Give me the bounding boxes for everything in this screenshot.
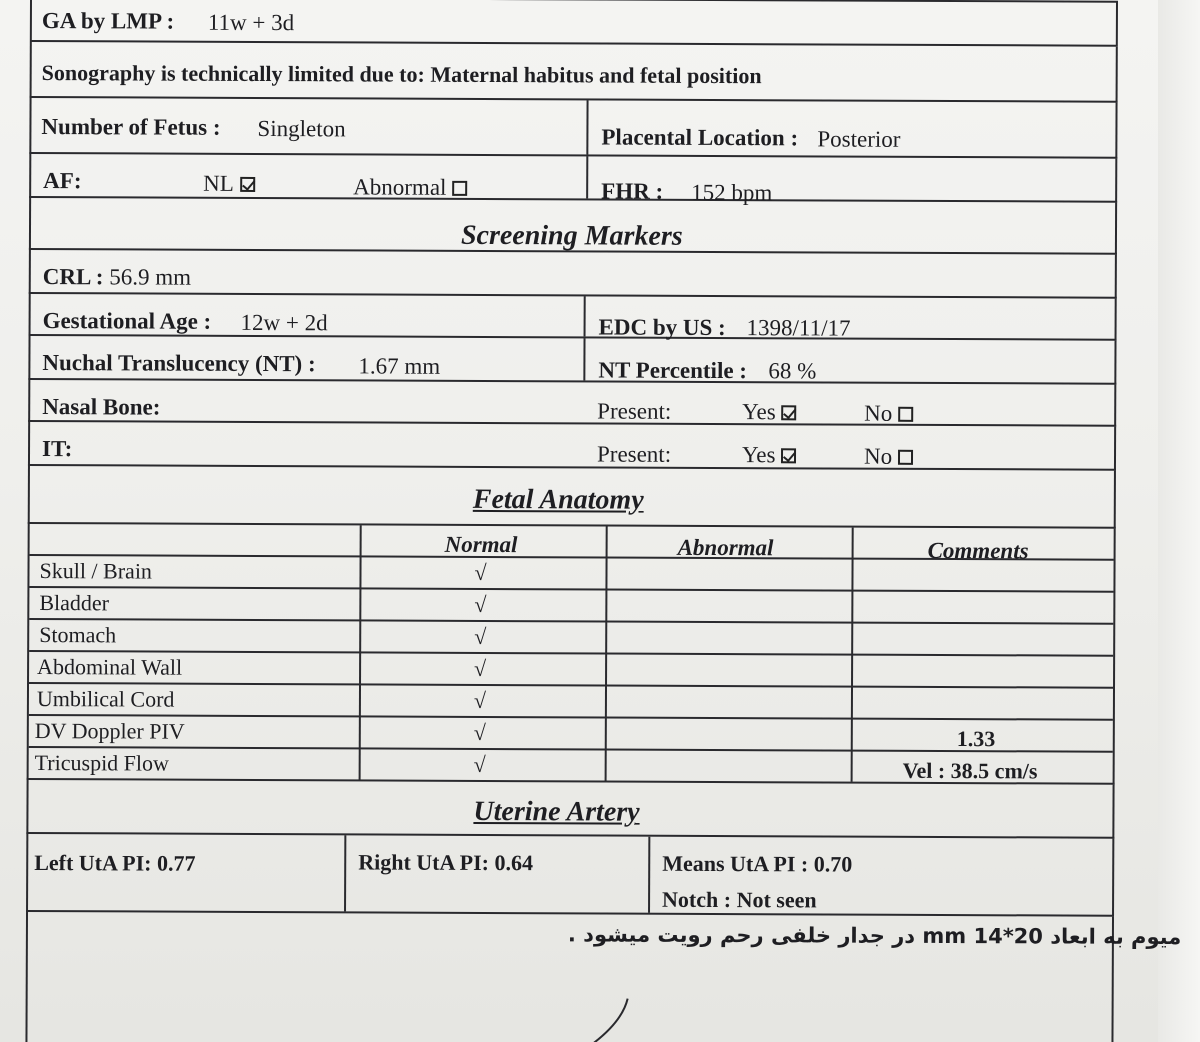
af-abnormal-checkbox[interactable] [452, 181, 467, 196]
header-normal: Normal [444, 531, 518, 558]
anatomy-table [27, 524, 1116, 785]
divider [586, 156, 588, 198]
row-line [29, 650, 1113, 657]
right-uta-pi: Right UtA PI: 0.64 [358, 849, 534, 876]
ga-lmp-value: 11w + 3d [207, 9, 295, 36]
pen-stroke [547, 994, 637, 1042]
normal-check: √ [474, 591, 487, 617]
divider [584, 296, 586, 336]
anatomy-title-row [28, 466, 1116, 529]
crl-row [29, 250, 1117, 299]
row-line [29, 618, 1113, 625]
nasal-bone-row [28, 380, 1116, 427]
nt-percentile-value: 68 % [768, 358, 817, 384]
it-row [28, 422, 1116, 471]
nasal-bone-label: Nasal Bone: [42, 394, 161, 420]
af-abnormal-label: Abnormal [353, 174, 447, 200]
paper-edge [1158, 0, 1200, 1042]
it-label: IT: [41, 436, 73, 462]
nasal-bone-present-label: Present: [597, 398, 672, 424]
it-yes-checkbox[interactable] [781, 448, 796, 463]
notes-area [25, 912, 1182, 1042]
crl-field [43, 264, 191, 291]
nasal-bone-no-checkbox[interactable] [898, 407, 913, 422]
fetus-label: Number of Fetus : [41, 114, 221, 140]
it-no-checkbox[interactable] [898, 450, 913, 465]
nt-value: 1.67 mm [358, 353, 441, 379]
it-yes-option [742, 442, 797, 468]
ga-lmp-row [30, 0, 1118, 47]
divider [344, 835, 346, 911]
gestational-age-label: Gestational Age : [42, 308, 212, 334]
af-nl-checkbox[interactable] [240, 177, 255, 192]
nasal-bone-no-label: No [864, 400, 893, 426]
placenta-value: Posterior [817, 126, 901, 152]
row-line [29, 682, 1113, 689]
af-label: AF: [43, 168, 82, 194]
uterine-title-row [26, 780, 1114, 839]
comment-dv-doppler: 1.33 [956, 726, 996, 752]
screening-title: Screening Markers [460, 219, 683, 252]
placenta-label: Placental Location : [601, 124, 799, 151]
row-line [29, 586, 1113, 593]
notes-text: میوم به ابعاد 20*14 mm در جدار خلفی رحم رویت میشود . [567, 922, 1182, 950]
normal-check: √ [474, 559, 487, 585]
nt-label: Nuchal Translucency (NT) : [42, 350, 316, 377]
screening-title-row [29, 198, 1117, 255]
header-abnormal: Abnormal [677, 534, 774, 561]
divider [583, 338, 585, 380]
header-comments: Comments [927, 537, 1029, 564]
normal-check: √ [474, 623, 487, 649]
uterine-row [26, 834, 1114, 917]
ga-edc-row [29, 294, 1117, 341]
anatomy-row-name: Tricuspid Flow [34, 750, 170, 776]
af-nl-label: NL [203, 170, 234, 196]
divider [648, 837, 650, 913]
uterine-title: Uterine Artery [473, 795, 640, 828]
normal-check: √ [473, 719, 486, 745]
normal-check: √ [473, 751, 486, 777]
anatomy-row-name: Bladder [39, 590, 110, 616]
divider [586, 100, 588, 154]
it-present-label: Present: [596, 441, 672, 467]
nt-percentile-label: NT Percentile : [598, 357, 748, 384]
normal-check: √ [473, 687, 487, 713]
it-yes-label: Yes [741, 442, 776, 468]
limitation-text: Sonography is technically limited due to: Maternal habitus and fetal position [41, 60, 762, 89]
anatomy-row-name: Skull / Brain [39, 558, 153, 584]
normal-check: √ [474, 655, 487, 681]
report-form [25, 0, 1182, 1042]
fhr-label: FHR : [601, 178, 664, 204]
anatomy-row-name: Stomach [39, 622, 117, 648]
pen-stroke-path [583, 998, 627, 1042]
nasal-bone-yes-option [742, 399, 797, 425]
anatomy-row-name: DV Doppler PIV [34, 718, 185, 744]
edc-label: EDC by US : [598, 314, 726, 341]
anatomy-row-name: Abdominal Wall [37, 654, 183, 680]
anatomy-title: Fetal Anatomy [472, 483, 644, 516]
nasal-bone-yes-label: Yes [742, 399, 776, 425]
left-uta-pi: Left UtA PI: 0.77 [34, 850, 196, 876]
crl-label: CRL : [42, 264, 104, 290]
edc-value: 1398/11/17 [746, 315, 851, 341]
means-uta-pi: Means UtA PI : 0.70 [662, 850, 853, 877]
crl-value: 56.9 mm [109, 264, 192, 290]
af-abnormal-option [353, 174, 467, 200]
limitation-row [30, 42, 1118, 103]
nasal-bone-yes-checkbox[interactable] [782, 405, 797, 420]
af-fhr-row [29, 154, 1117, 206]
af-nl-option [203, 171, 255, 197]
anatomy-row-name: Umbilical Cord [36, 686, 175, 712]
nt-row [28, 336, 1116, 385]
fetus-placenta-row [29, 98, 1117, 159]
comment-tricuspid: Vel : 38.5 cm/s [902, 757, 1038, 784]
row-line [29, 714, 1113, 721]
fetus-value: Singleton [257, 115, 346, 142]
it-no-label: No [863, 443, 893, 469]
fhr-value: 152 bpm [691, 179, 773, 206]
nasal-bone-no-option [864, 401, 913, 427]
gestational-age-value: 12w + 2d [240, 309, 328, 336]
ga-lmp-label: GA by LMP : [41, 8, 175, 34]
it-no-option [864, 444, 913, 470]
notch: Notch : Not seen [662, 886, 817, 913]
row-line [29, 746, 1113, 753]
